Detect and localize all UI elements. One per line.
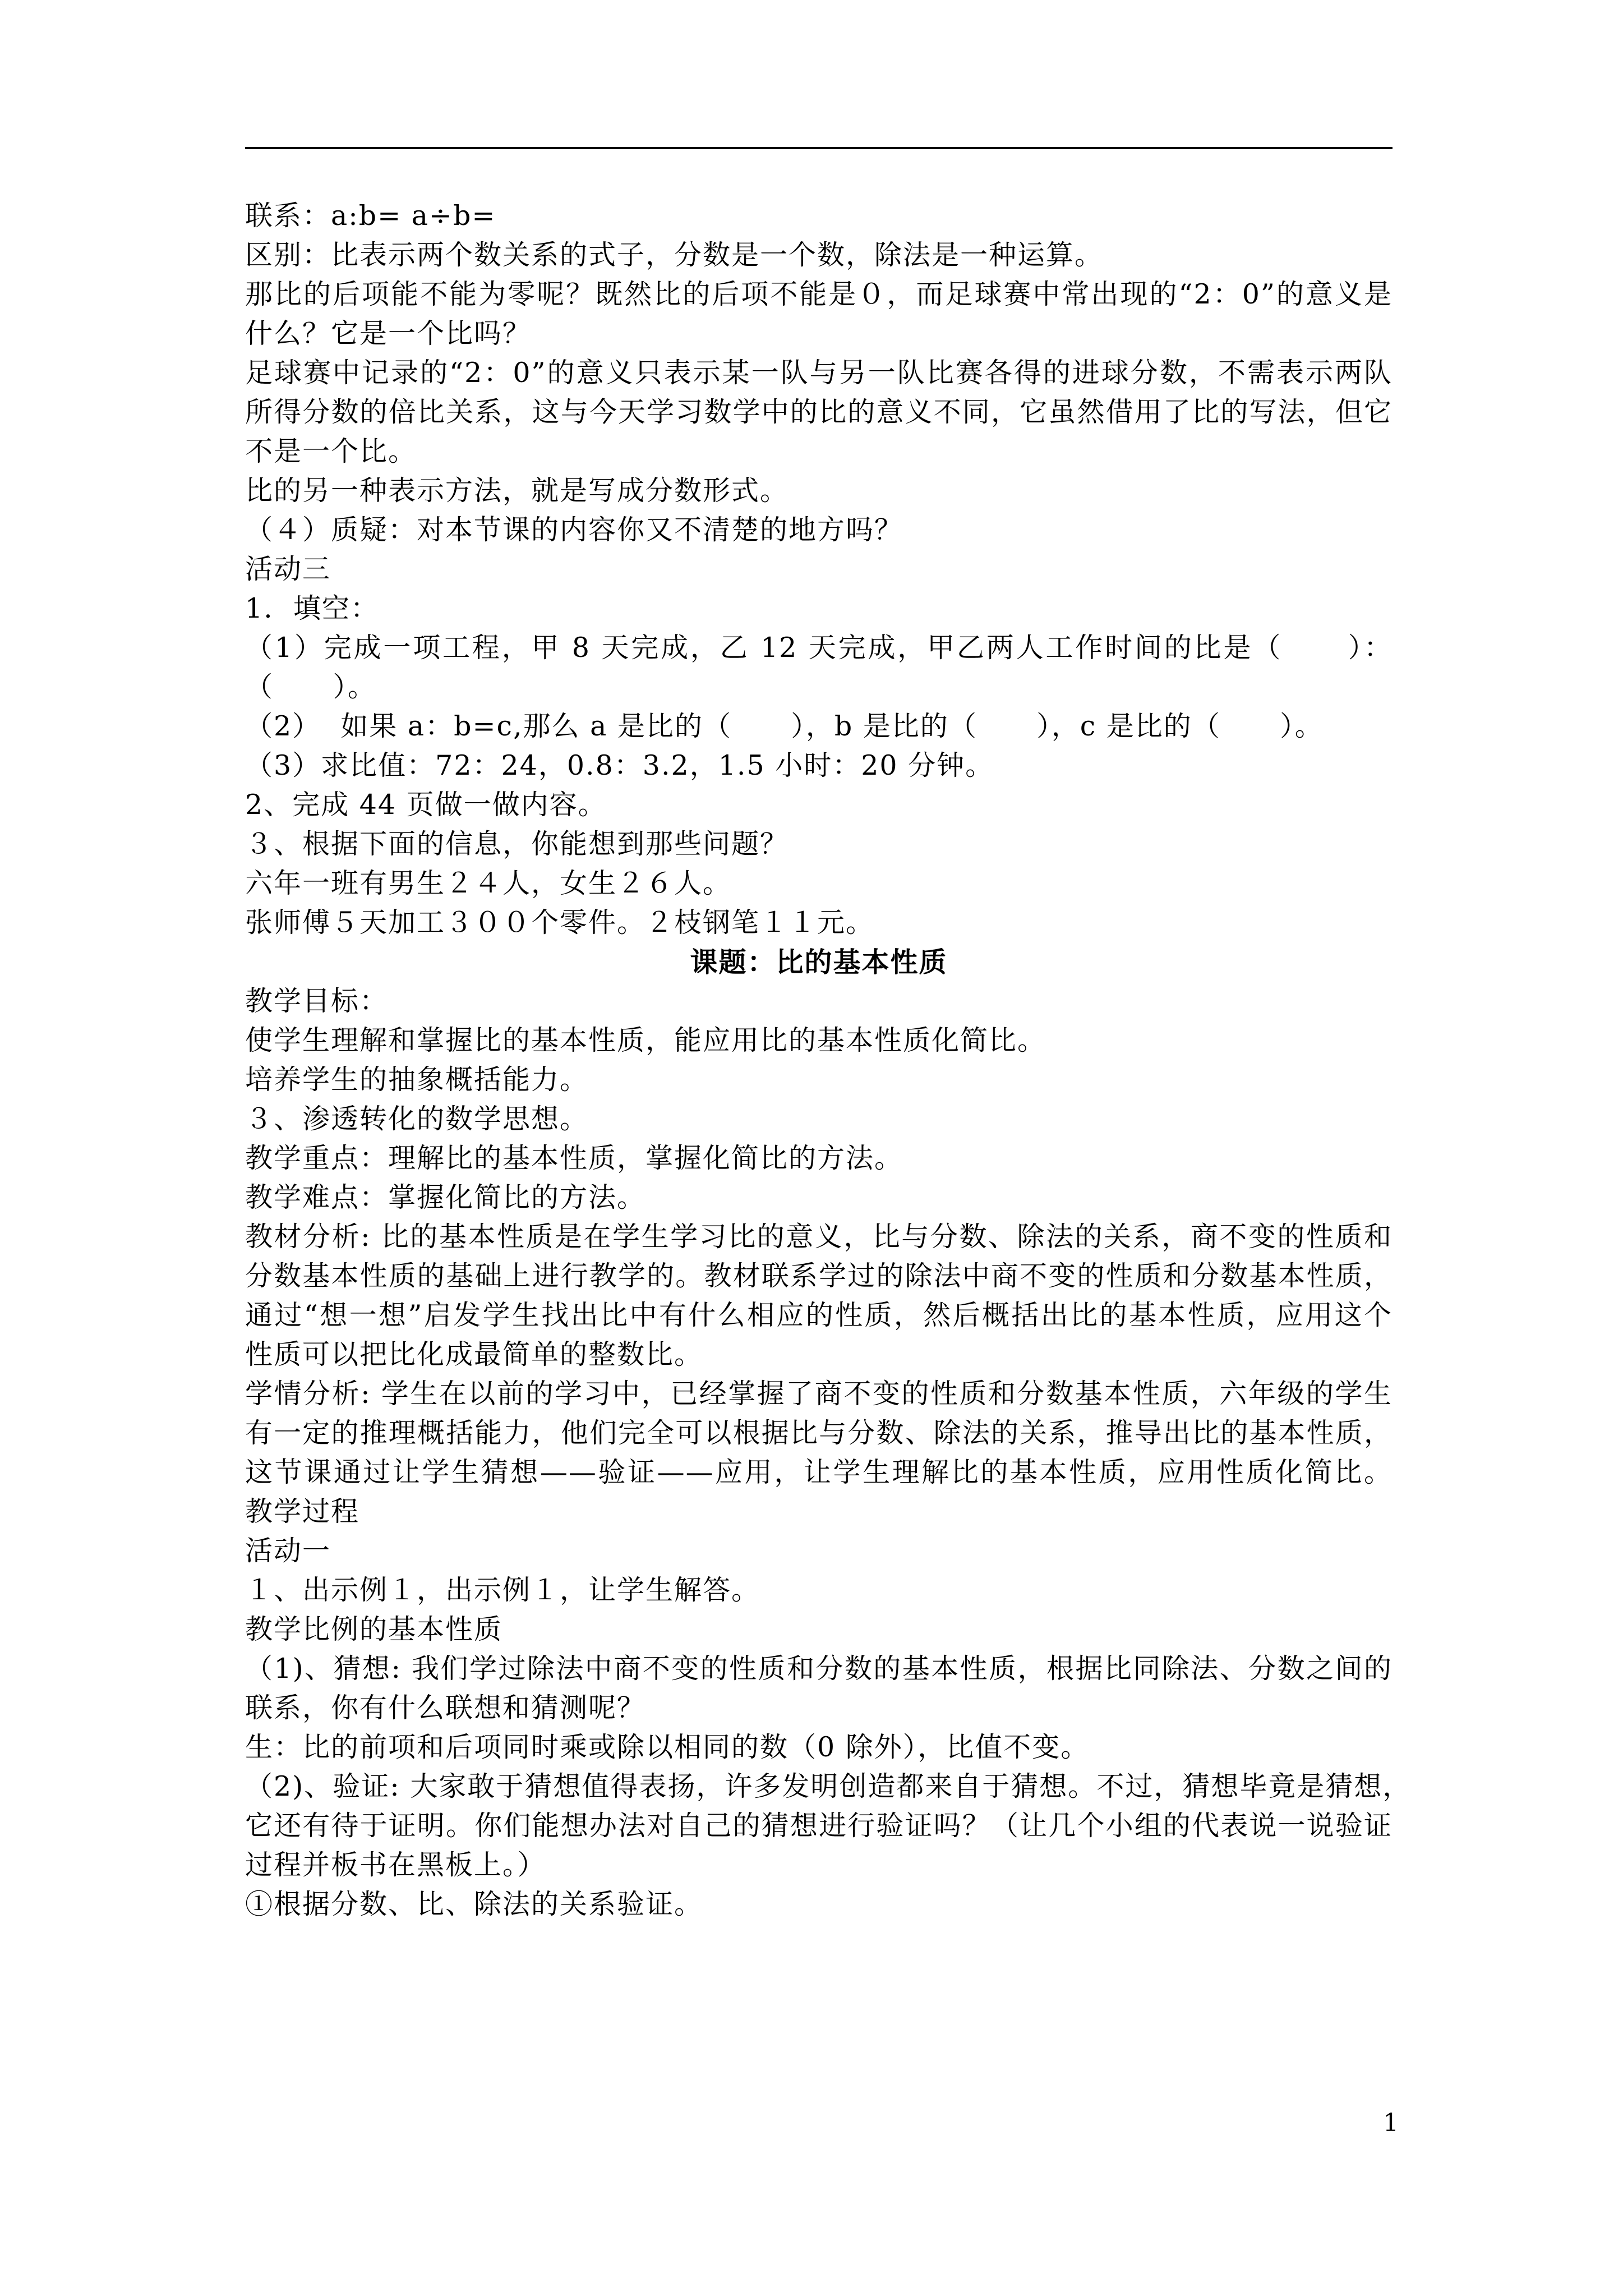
text-line: 1. 填空： [245,592,379,624]
text-line: 教学比例的基本性质 [245,1613,503,1645]
text-line: 所得分数的倍比关系，这与今天学习数学中的比的意义不同，它虽然借用了比的写法，但它 [245,396,1393,428]
text-line: （2） 如果 a：b=c,那么 a 是比的（ ），b 是比的（ ），c 是比的（ ）。 [245,710,1324,742]
text-line: 什么？它是一个比吗？ [245,318,532,349]
text-line: ①根据分数、比、除法的关系验证。 [245,1888,703,1920]
text-line: ３、渗透转化的数学思想。 [245,1103,589,1135]
text-line: 过程并板书在黑板上。） [245,1849,546,1881]
text-line: 它还有待于证明。你们能想办法对自己的猜想进行验证吗？（让几个小组的代表说一说验证 [245,1810,1393,1842]
text-line: 培养学生的抽象概括能力。 [245,1064,589,1096]
text-line: 性质可以把比化成最简单的整数比。 [245,1338,703,1370]
text-line: 这节课通过让学生猜想——验证——应用，让学生理解比的基本性质，应用性质化简比。 [245,1456,1393,1488]
page-number: 1 [1383,2109,1399,2137]
section-label: 活动一 [245,1535,331,1567]
text-line: 比的另一种表示方法，就是写成分数形式。 [245,475,789,507]
text-line: 分数基本性质的基础上进行教学的。教材联系学过的除法中商不变的性质和分数基本性质， [245,1260,1393,1292]
text-line: （2)、验证: 大家敢于猜想值得表扬，许多发明创造都来自于猜想。不过，猜想毕竟是猜想， [245,1770,1412,1802]
text-line: 有一定的推理概括能力，他们完全可以根据比与分数、除法的关系，推导出比的基本性质， [245,1417,1393,1449]
section-label: 教学过程 [245,1496,360,1527]
text-line: （1）完成一项工程，甲 8 天完成，乙 12 天完成，甲乙两人工作时间的比是（ ）： [245,632,1393,664]
text-line: 联系：a:b= a÷b= [245,200,496,232]
text-line: 教材分析: 比的基本性质是在学生学习比的意义，比与分数、除法的关系，商不变的性质和 [245,1221,1393,1253]
header-rule [245,147,1393,149]
text-line: （3）求比值：72：24，0.8：3.2，1.5 小时：20 分钟。 [245,749,994,781]
text-line: １、出示例１，出示例１，让学生解答。 [245,1574,760,1606]
text-line: 不是一个比。 [245,435,417,467]
document-body [245,196,1412,1924]
text-line: 教学难点：掌握化简比的方法。 [245,1181,646,1213]
text-line: 区别：比表示两个数关系的式子，分数是一个数，除法是一种运算。 [245,239,1104,271]
text-line: 2、完成 44 页做一做内容。 [245,789,607,821]
text-line: 联系，你有什么联想和猜测呢？ [245,1692,646,1724]
text-line: （４）质疑：对本节课的内容你又不清楚的地方吗？ [245,514,903,546]
text-line: 生：比的前项和后项同时乘或除以相同的数（0 除外），比值不变。 [245,1731,1090,1763]
section-label: 活动三 [245,553,331,585]
text-line: 教学重点：理解比的基本性质，掌握化简比的方法。 [245,1142,903,1174]
text-line: 教学目标： [245,985,389,1017]
text-line: 张师傅５天加工３００个零件。２枝钢笔１１元。 [245,907,875,938]
text-line: （1)、猜想: 我们学过除法中商不变的性质和分数的基本性质，根据比同除法、分数之间的 [245,1653,1393,1685]
text-line: （ ）。 [245,671,376,703]
lesson-title: 课题：比的基本性质 [690,946,948,978]
text-line: ３、根据下面的信息，你能想到那些问题？ [245,828,789,860]
text-line: 足球赛中记录的“2：0”的意义只表示某一队与另一队比赛各得的进球分数，不需表示两队 [245,357,1393,389]
text-line: 学情分析: 学生在以前的学习中，已经掌握了商不变的性质和分数基本性质，六年级的学生 [245,1378,1393,1410]
text-line: 六年一班有男生２４人，女生２６人。 [245,867,732,899]
text-line: 通过“想一想”启发学生找出比中有什么相应的性质，然后概括出比的基本性质，应用这个 [245,1299,1393,1331]
text-line: 使学生理解和掌握比的基本性质，能应用比的基本性质化简比。 [245,1024,1046,1056]
text-line: 那比的后项能不能为零呢？既然比的后项不能是０，而足球赛中常出现的“2：0”的意义是 [245,278,1393,310]
